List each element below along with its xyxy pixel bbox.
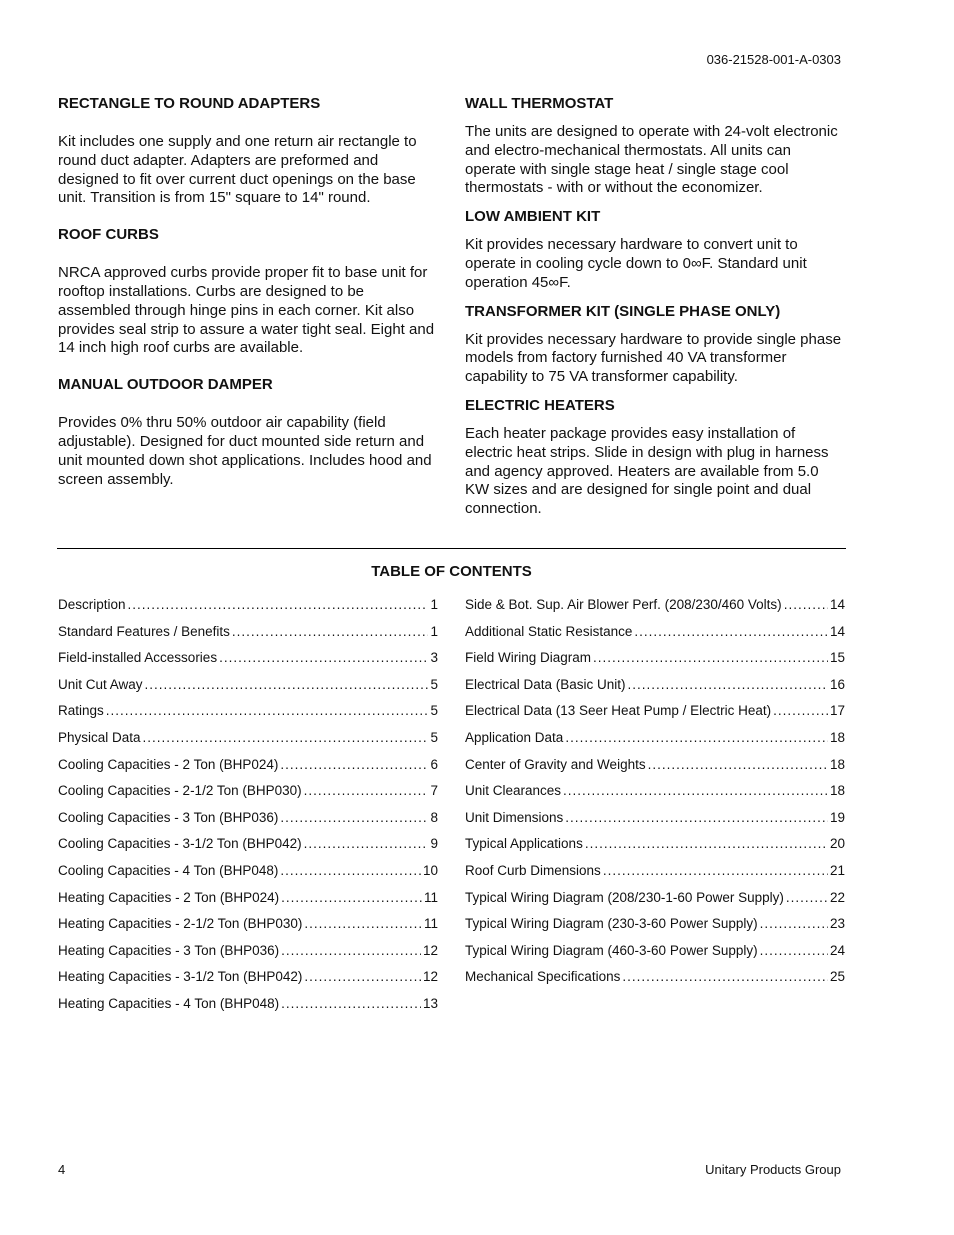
toc-entry[interactable] bbox=[58, 890, 438, 917]
toc-entry[interactable] bbox=[58, 916, 438, 943]
toc-entry-label: Heating Capacities - 2 Ton (BHP024) bbox=[58, 889, 280, 905]
toc-entry[interactable] bbox=[465, 890, 845, 917]
toc-dot-leader bbox=[760, 916, 828, 931]
toc-entry[interactable] bbox=[465, 703, 845, 730]
toc-entry-page: 5 bbox=[430, 729, 438, 745]
toc-entry-label: Typical Wiring Diagram (460-3-60 Power Supply) bbox=[465, 942, 758, 958]
toc-dot-leader bbox=[565, 810, 828, 825]
toc-dot-leader bbox=[281, 943, 421, 958]
toc-dot-leader bbox=[304, 916, 422, 931]
toc-entry-page: 24 bbox=[829, 942, 845, 958]
publisher-name: Unitary Products Group bbox=[705, 1162, 841, 1177]
toc-dot-leader bbox=[585, 836, 828, 851]
toc-entry[interactable] bbox=[58, 836, 438, 863]
toc-entry[interactable] bbox=[465, 597, 845, 624]
toc-entry-label: Additional Static Resistance bbox=[465, 623, 633, 639]
toc-dot-leader bbox=[304, 969, 421, 984]
section-title-wall-thermostat: WALL THERMOSTAT bbox=[465, 95, 614, 112]
toc-entry-label: Unit Cut Away bbox=[58, 676, 143, 692]
document-number: 036-21528-001-A-0303 bbox=[706, 52, 841, 67]
section-body-roof-curbs: NRCA approved curbs provide proper fit to base unit for rooftop installations. Curbs are designed to be assembled through hinge pins in each corner. Kit also provides seal strip to assure a water tight seal. Eight and 14 inch high roof curbs are available. bbox=[58, 264, 435, 357]
toc-entry[interactable] bbox=[465, 836, 845, 863]
toc-entry-label: Center of Gravity and Weights bbox=[465, 756, 646, 772]
toc-dot-leader bbox=[565, 730, 828, 745]
page-number: 4 bbox=[58, 1162, 66, 1177]
toc-left-column bbox=[58, 597, 438, 1023]
toc-entry-label: Typical Wiring Diagram (208/230-1-60 Power Supply) bbox=[465, 889, 784, 905]
toc-entry-label: Roof Curb Dimensions bbox=[465, 862, 601, 878]
toc-dot-leader bbox=[304, 836, 429, 851]
section-title-adapters: RECTANGLE TO ROUND ADAPTERS bbox=[58, 95, 321, 112]
toc-entry-page: 12 bbox=[422, 969, 438, 985]
toc-dot-leader bbox=[280, 863, 421, 878]
toc-entry[interactable] bbox=[58, 703, 438, 730]
toc-entry-page: 12 bbox=[422, 942, 438, 958]
toc-entry[interactable] bbox=[465, 677, 845, 704]
toc-dot-leader bbox=[634, 624, 828, 639]
section-title-low-ambient: LOW AMBIENT KIT bbox=[465, 208, 601, 226]
toc-entry[interactable] bbox=[465, 730, 845, 757]
toc-entry-page: 1 bbox=[430, 597, 438, 612]
toc-entry-label: Cooling Capacities - 3 Ton (BHP036) bbox=[58, 809, 279, 825]
toc-dot-leader bbox=[628, 677, 828, 692]
toc-entry-page: 21 bbox=[829, 862, 845, 878]
toc-entry-page: 17 bbox=[829, 703, 845, 719]
section-body-low-ambient: Kit provides necessary hardware to convert unit to operate in cooling cycle down to 0∞F. Standard unit operation 45∞F. bbox=[465, 236, 807, 291]
toc-entry-label: Heating Capacities - 4 Ton (BHP048) bbox=[58, 995, 280, 1011]
toc-dot-leader bbox=[128, 597, 429, 612]
toc-entry[interactable] bbox=[465, 783, 845, 810]
toc-entry-label: Typical Applications bbox=[465, 836, 583, 852]
toc-entry-label: Cooling Capacities - 2 Ton (BHP024) bbox=[58, 756, 279, 772]
toc-entry-page: 18 bbox=[829, 756, 845, 772]
toc-entry-label: Cooling Capacities - 2-1/2 Ton (BHP030) bbox=[58, 783, 302, 799]
toc-entry[interactable] bbox=[465, 863, 845, 890]
toc-dot-leader bbox=[563, 783, 828, 798]
toc-dot-leader bbox=[760, 943, 828, 958]
toc-entry-page: 8 bbox=[430, 809, 438, 825]
toc-dot-leader bbox=[622, 969, 828, 984]
toc-entry-label: Description bbox=[58, 597, 126, 612]
section-title-outdoor-damper: MANUAL OUTDOOR DAMPER bbox=[58, 376, 273, 394]
toc-dot-leader bbox=[593, 650, 828, 665]
toc-entry-page: 18 bbox=[829, 783, 845, 799]
section-title-roof-curbs: ROOF CURBS bbox=[58, 226, 159, 244]
toc-entry-label: Cooling Capacities - 3-1/2 Ton (BHP042) bbox=[58, 836, 302, 852]
toc-entry[interactable] bbox=[58, 597, 438, 624]
toc-dot-leader bbox=[648, 757, 828, 772]
section-body-wall-thermostat: The units are designed to operate with 24-volt electronic and electro-mechanical thermostats. All units can operate with single stage heat / single stage cool thermostats - with or without the economizer. bbox=[465, 123, 838, 197]
toc-entry-label: Standard Features / Benefits bbox=[58, 623, 230, 639]
toc-dot-leader bbox=[784, 597, 828, 612]
toc-entry-page: 14 bbox=[829, 623, 845, 639]
toc-entry-label: Side & Bot. Sup. Air Blower Perf. (208/230/460 Volts) bbox=[465, 597, 782, 612]
section-body-electric-heaters: Each heater package provides easy installation of electric heat strips. Slide in design with plug in harness and agency approved. Heaters are available from 5.0 KW sizes and are designed for single point and dual connection. bbox=[465, 424, 829, 518]
toc-entry-label: Field Wiring Diagram bbox=[465, 650, 592, 666]
toc-entry-label: Mechanical Specifications bbox=[465, 969, 621, 985]
toc-dot-leader bbox=[786, 890, 828, 905]
toc-title: TABLE OF CONTENTS bbox=[371, 563, 532, 580]
toc-entry-page: 3 bbox=[430, 650, 438, 666]
section-title-electric-heaters: ELECTRIC HEATERS bbox=[465, 396, 615, 414]
toc-entry[interactable] bbox=[58, 863, 438, 890]
toc-entry[interactable] bbox=[58, 783, 438, 810]
toc-entry[interactable] bbox=[58, 650, 438, 677]
toc-entry-label: Unit Dimensions bbox=[465, 809, 564, 825]
toc-entry-label: Typical Wiring Diagram (230-3-60 Power Supply) bbox=[465, 916, 758, 932]
toc-entry-label: Electrical Data (13 Seer Heat Pump / Electric Heat) bbox=[465, 703, 772, 719]
toc-entry-page: 11 bbox=[423, 916, 438, 932]
toc-entry-page: 10 bbox=[422, 862, 438, 878]
toc-dot-leader bbox=[106, 703, 429, 718]
toc-entry-page: 1 bbox=[430, 623, 438, 639]
toc-entry[interactable] bbox=[58, 757, 438, 784]
toc-dot-leader bbox=[773, 703, 828, 718]
toc-entry-page: 19 bbox=[829, 809, 845, 825]
toc-dot-leader bbox=[304, 783, 429, 798]
toc-entry-page: 15 bbox=[829, 650, 845, 666]
toc-entry[interactable] bbox=[58, 969, 438, 996]
toc-entry-page: 18 bbox=[829, 729, 845, 745]
toc-entry-page: 5 bbox=[430, 676, 438, 692]
toc-entry[interactable] bbox=[465, 916, 845, 943]
toc-entry-page: 14 bbox=[829, 597, 845, 612]
toc-entry[interactable] bbox=[58, 677, 438, 704]
toc-entry[interactable] bbox=[465, 943, 845, 970]
toc-entry[interactable] bbox=[58, 943, 438, 970]
toc-entry-label: Application Data bbox=[465, 729, 564, 745]
right-column bbox=[465, 95, 845, 529]
toc-entry-label: Ratings bbox=[58, 703, 104, 719]
toc-entry-label: Unit Clearances bbox=[465, 783, 562, 799]
toc-entry-page: 23 bbox=[829, 916, 845, 932]
toc-entry-page: 7 bbox=[430, 783, 438, 799]
section-body-transformer-kit: Kit provides necessary hardware to provide single phase models from factory furnished 40 VA transformer capability to 75 VA transformer capability. bbox=[465, 330, 842, 386]
toc-entry-label: Cooling Capacities - 4 Ton (BHP048) bbox=[58, 862, 279, 878]
toc-entry-label: Physical Data bbox=[58, 729, 141, 745]
toc-entry[interactable] bbox=[58, 996, 438, 1023]
toc-entry-page: 16 bbox=[829, 676, 845, 692]
toc-entry[interactable] bbox=[465, 650, 845, 677]
toc-dot-leader bbox=[143, 730, 429, 745]
toc-entry[interactable] bbox=[58, 810, 438, 837]
toc-entry-page: 22 bbox=[829, 889, 845, 905]
section-title-transformer-kit: TRANSFORMER KIT (SINGLE PHASE ONLY) bbox=[465, 302, 781, 320]
toc-dot-leader bbox=[280, 757, 428, 772]
section-body-outdoor-damper: Provides 0% thru 50% outdoor air capability (field adjustable). Designed for duct mounted side return and unit mounted down shot applications. Includes hood and screen assembly. bbox=[58, 414, 432, 488]
toc-entry[interactable] bbox=[465, 757, 845, 784]
left-column bbox=[58, 95, 438, 507]
toc-entry-label: Field-installed Accessories bbox=[58, 650, 218, 666]
section-body-adapters: Kit includes one supply and one return air rectangle to round duct adapter. Adapters are preformed and designed to fit over current duct openings on the base unit. Transition is from 15" square to 14" round. bbox=[58, 133, 417, 207]
toc-right-column bbox=[465, 597, 845, 996]
horizontal-divider bbox=[57, 548, 846, 549]
toc-entry-label: Heating Capacities - 3-1/2 Ton (BHP042) bbox=[58, 969, 303, 985]
toc-dot-leader bbox=[281, 890, 422, 905]
toc-dot-leader bbox=[281, 996, 421, 1011]
toc-entry-page: 11 bbox=[423, 889, 438, 905]
toc-dot-leader bbox=[232, 624, 429, 639]
toc-entry-label: Heating Capacities - 2-1/2 Ton (BHP030) bbox=[58, 916, 303, 932]
toc-entry-page: 25 bbox=[829, 969, 845, 985]
toc-dot-leader bbox=[280, 810, 428, 825]
toc-entry-label: Electrical Data (Basic Unit) bbox=[465, 676, 626, 692]
toc-entry-page: 20 bbox=[829, 836, 845, 852]
toc-entry-page: 6 bbox=[430, 756, 438, 772]
toc-entry[interactable] bbox=[58, 730, 438, 757]
toc-entry-page: 9 bbox=[430, 836, 438, 852]
toc-dot-leader bbox=[219, 650, 428, 665]
toc-dot-leader bbox=[145, 677, 429, 692]
toc-entry[interactable] bbox=[58, 624, 438, 651]
toc-entry[interactable] bbox=[465, 969, 845, 996]
toc-entry-page: 13 bbox=[422, 995, 438, 1011]
toc-entry-label: Heating Capacities - 3 Ton (BHP036) bbox=[58, 942, 280, 958]
toc-entry[interactable] bbox=[465, 624, 845, 651]
toc-entry[interactable] bbox=[465, 810, 845, 837]
toc-dot-leader bbox=[603, 863, 828, 878]
toc-entry-page: 5 bbox=[430, 703, 438, 719]
